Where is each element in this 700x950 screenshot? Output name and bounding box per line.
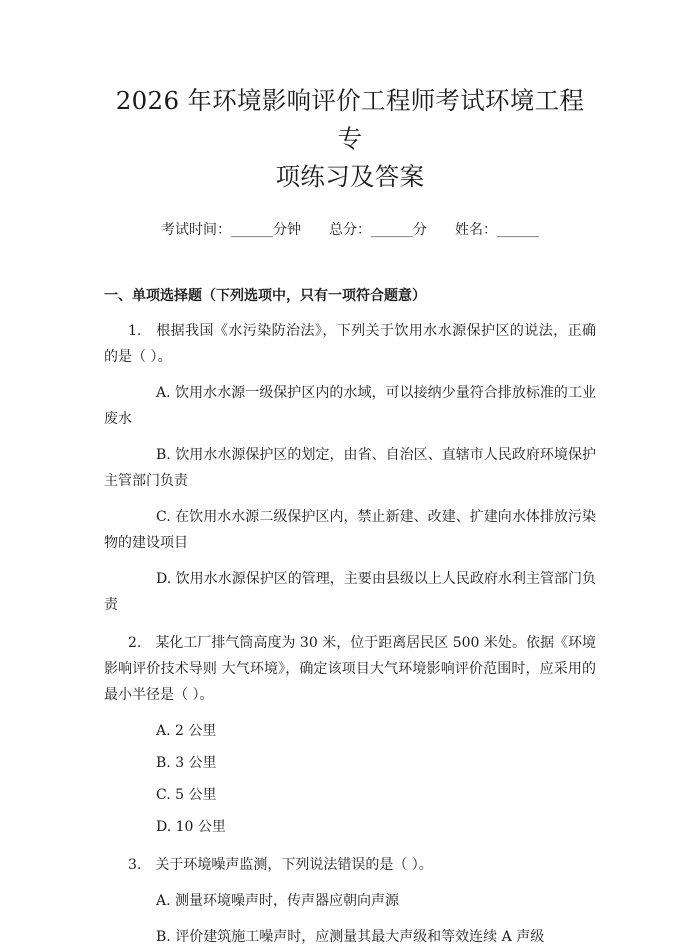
student-name-label: 姓名：______ <box>455 222 539 238</box>
question-3-option-b: B. 评价建筑施工噪声时，应测量其最大声级和等效连续 A 声级 <box>156 929 545 945</box>
question-1-option-a: A. 饮用水水源一级保护区内的水域，可以接纳少量符合排放标准的工业废水 <box>104 385 596 427</box>
total-score-label: 总分：______分 <box>329 222 427 238</box>
exam-time-label: 考试时间：______分钟 <box>161 222 301 238</box>
question-1-option-d: D. 饮用水水源保护区的管理，主要由县级以上人民政府水利主管部门负责 <box>104 571 596 613</box>
title-line-2: 项练习及答案 <box>275 162 425 191</box>
question-2-option-d: D. 10 公里 <box>156 819 226 835</box>
question-3-stem: 3. 关于环境噪声监测，下列说法错误的是（ ）。 <box>128 857 433 873</box>
title-line-1: 2026 年环境影响评价工程师考试环境工程专 <box>115 86 585 153</box>
question-1-stem: 1. 根据我国《水污染防治法》，下列关于饮用水水源保护区的说法，正确的是（ ）。 <box>104 323 596 365</box>
question-3-option-a: A. 测量环境噪声时，传声器应朝向声源 <box>156 893 400 909</box>
exam-info-line <box>104 220 596 240</box>
question-1-option-b: B. 饮用水水源保护区的划定，由省、自治区、直辖市人民政府环境保护主管部门负责 <box>104 447 596 489</box>
question-2-stem: 2. 某化工厂排气筒高度为 30 米，位于距离居民区 500 米处。依据《环境影响评价技术导则 大气环境》，确定该项目大气环境影响评价范围时，应采用的最小半径是（ ）。 <box>104 635 596 703</box>
question-2-option-b: B. 3 公里 <box>156 755 217 771</box>
section-heading: 一、单项选择题（下列选项中，只有一项符合题意） <box>104 288 426 304</box>
document-title <box>104 0 596 196</box>
question-2-option-c: C. 5 公里 <box>156 787 217 803</box>
question-1-option-c: C. 在饮用水水源二级保护区内，禁止新建、改建、扩建向水体排放污染物的建设项目 <box>104 509 596 551</box>
question-2-option-a: A. 2 公里 <box>156 723 217 739</box>
